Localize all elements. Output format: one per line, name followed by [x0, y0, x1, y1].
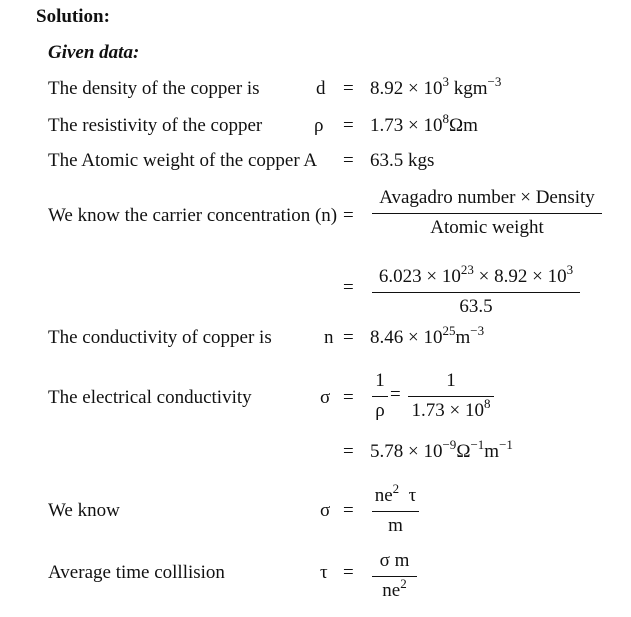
electrical-conductivity-label: The electrical conductivity: [48, 387, 252, 408]
tau-symbol: τ: [320, 562, 328, 583]
equals: =: [343, 327, 354, 348]
conductivity-label: The conductivity of copper is: [48, 327, 272, 348]
sigma-formula-fraction: [372, 481, 419, 537]
numerator: $6.023 \times 10^{23} \times 8.92 \times 10^3$: [378, 262, 574, 287]
we-know-label: We know: [48, 500, 120, 521]
density-value: $8.92 \times 10^3$ kgm$^{-3}$: [370, 74, 502, 99]
equals: =: [343, 441, 354, 462]
conductivity-value: $5.78 \times 10^{-9}\Omega^{-1}m^{-1}$: [370, 437, 513, 462]
average-time-label: Average time colllision: [48, 562, 225, 583]
resistivity-value: $1.73 \times 10^8\Omega m$: [370, 111, 478, 136]
fraction-bar: [372, 292, 580, 293]
given-data-heading: Given data:: [48, 42, 140, 63]
density-label: The density of the copper is: [48, 78, 260, 99]
atomic-weight-label: The Atomic weight of the copper A: [48, 150, 318, 171]
equals: =: [343, 78, 354, 99]
denominator: Atomic weight: [430, 217, 544, 238]
equals: =: [343, 205, 354, 226]
equals: =: [390, 384, 401, 405]
fraction-bar: [372, 511, 419, 512]
fraction-bar: [408, 396, 494, 397]
carrier-substitution-fraction: [372, 262, 580, 318]
denominator: ρ: [375, 400, 385, 421]
denominator: 63.5: [459, 296, 493, 317]
carrier-value: $8.46 \times 10^{25}m^{-3}$: [370, 323, 485, 348]
numerator: σ m: [379, 550, 410, 571]
one-over-rho-fraction: [372, 370, 388, 422]
equals: =: [343, 277, 354, 298]
resistivity-label: The resistivity of the copper: [48, 115, 263, 136]
tau-formula-fraction: [372, 550, 417, 602]
sigma-symbol: σ: [320, 500, 331, 521]
equals: =: [343, 562, 354, 583]
denominator: m: [388, 515, 403, 536]
numerator: $ne^2$ τ: [374, 481, 417, 506]
equals: =: [343, 150, 354, 171]
carrier-concentration-label: We know the carrier concentration (n): [48, 205, 338, 226]
one-over-resistivity-fraction: [408, 370, 494, 422]
fraction-bar: [372, 396, 388, 397]
numerator: Avagadro number × Density: [379, 187, 595, 208]
n-symbol: n: [324, 327, 334, 348]
carrier-formula-fraction: [372, 187, 602, 239]
density-symbol: d: [316, 78, 326, 99]
equals: =: [343, 387, 354, 408]
numerator: 1: [375, 370, 385, 391]
atomic-weight-value: 63.5 kgs: [370, 150, 435, 171]
denominator: $ne^2$: [382, 576, 407, 601]
resistivity-symbol: ρ: [314, 115, 324, 136]
numerator: 1: [446, 370, 456, 391]
fraction-bar: [372, 576, 417, 577]
denominator: $1.73 \times 10^8$: [411, 396, 491, 421]
equals: =: [343, 500, 354, 521]
fraction-bar: [372, 213, 602, 214]
solution-heading: Solution:: [36, 6, 110, 27]
equals: =: [343, 115, 354, 136]
sigma-symbol: σ: [320, 387, 331, 408]
